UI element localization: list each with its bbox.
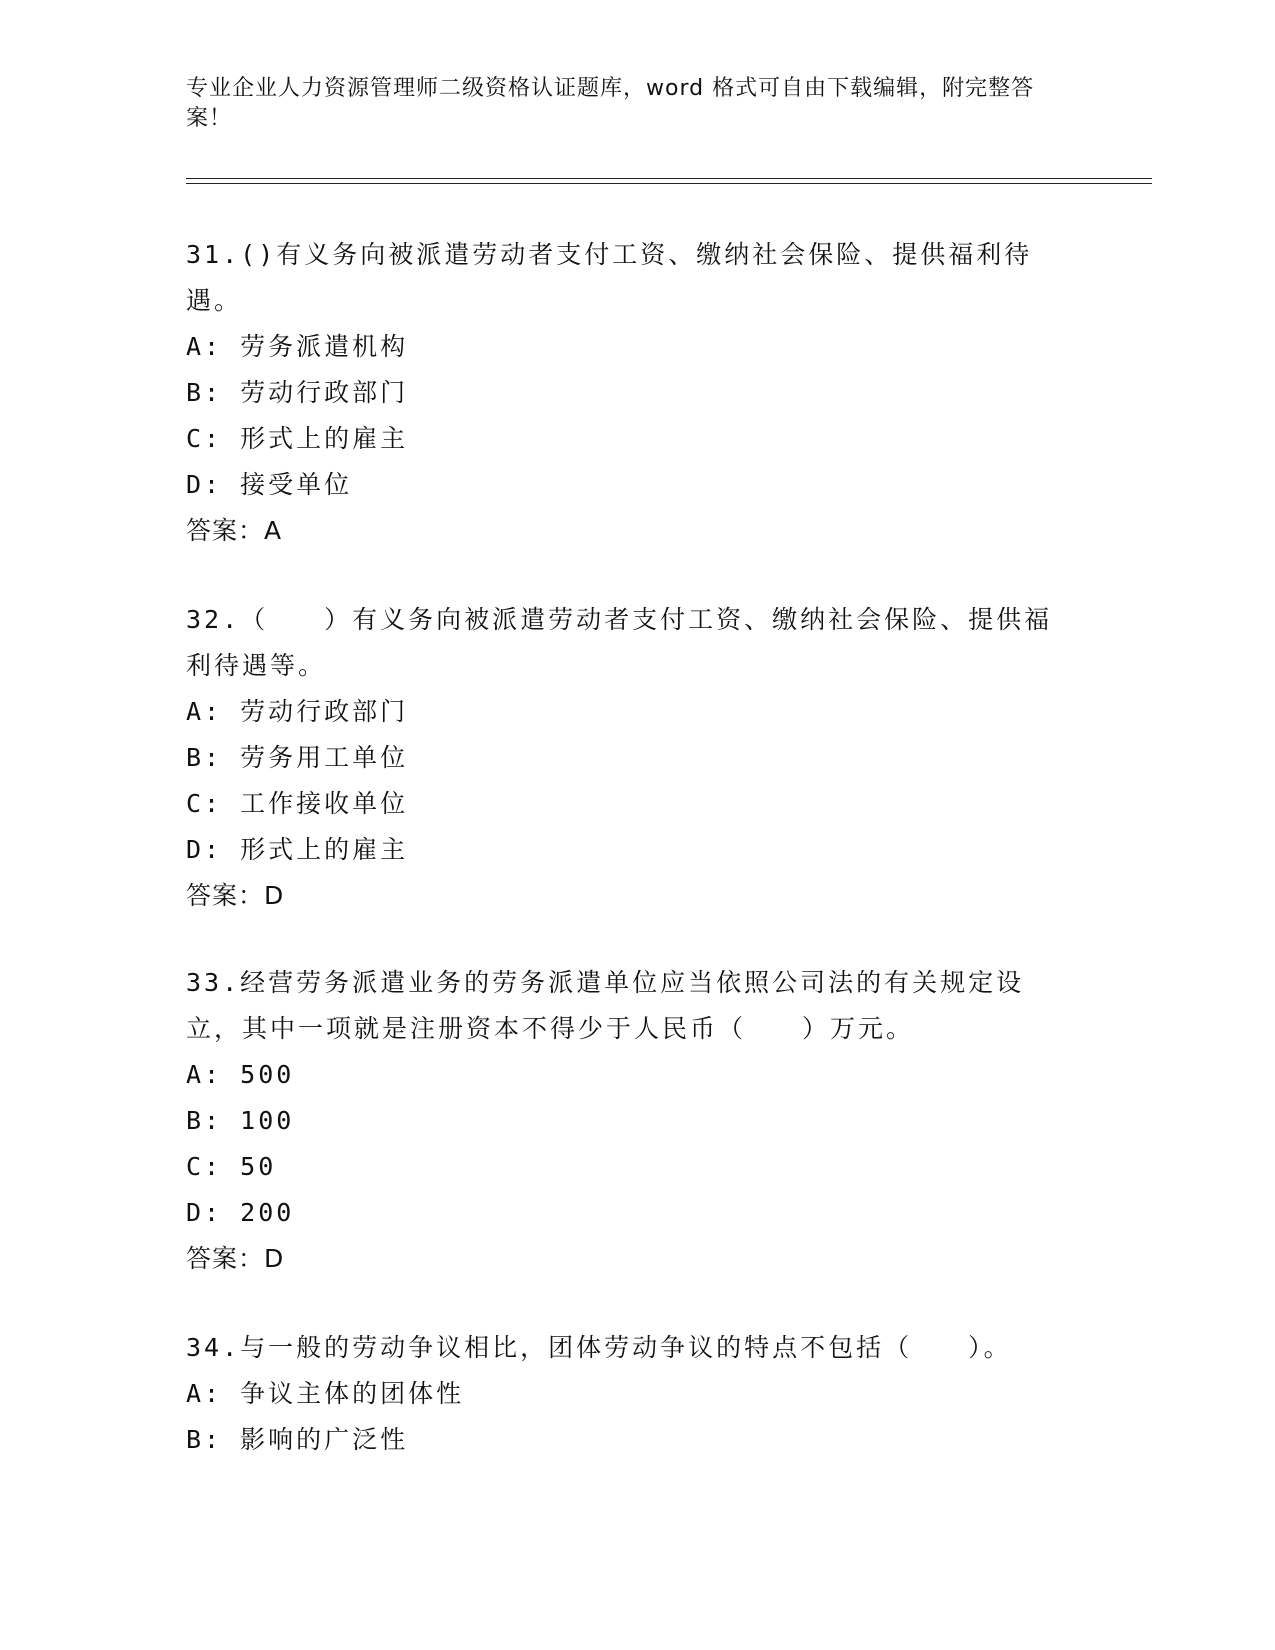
option-letter: B: [186, 1106, 223, 1135]
option-c [186, 781, 1076, 827]
option-letter: B: [186, 743, 223, 772]
option-text: 劳动行政部门 [240, 378, 409, 407]
answer-line: 答案：D [186, 1244, 285, 1273]
option-letter: C: [186, 789, 223, 818]
option-text: 劳动行政部门 [240, 697, 409, 726]
option-b [186, 1417, 1076, 1463]
option-letter: D: [186, 1198, 223, 1227]
option-letter: D: [186, 470, 223, 499]
question-31 [186, 232, 1076, 554]
question-stem: 32.（ ）有义务向被派遣劳动者支付工资、缴纳社会保险、提供福利待遇等。 [186, 605, 1053, 680]
option-text: 形式上的雇主 [240, 424, 409, 453]
page-header-text: 专业企业人力资源管理师二级资格认证题库，word 格式可自由下载编辑，附完整答案！ [186, 76, 1035, 131]
option-b [186, 735, 1076, 781]
option-d [186, 1190, 1076, 1236]
option-a [186, 689, 1076, 735]
option-text: 争议主体的团体性 [240, 1379, 465, 1408]
option-letter: B: [186, 378, 223, 407]
question-stem: 33.经营劳务派遣业务的劳务派遣单位应当依照公司法的有关规定设立，其中一项就是注册资本不得少于人民币（ ）万元。 [186, 968, 1025, 1043]
option-letter: A: [186, 332, 223, 361]
option-text: 接受单位 [240, 470, 353, 499]
option-text: 劳务用工单位 [240, 743, 409, 772]
option-text: 500 [240, 1060, 295, 1089]
answer-line: 答案：A [186, 516, 283, 545]
question-stem: 31.()有义务向被派遣劳动者支付工资、缴纳社会保险、提供福利待遇。 [186, 240, 1033, 315]
option-a [186, 1371, 1076, 1417]
option-letter: B: [186, 1425, 223, 1454]
option-letter: D: [186, 835, 223, 864]
option-letter: A: [186, 1060, 223, 1089]
option-text: 100 [240, 1106, 295, 1135]
header-divider-bottom [186, 183, 1152, 184]
option-text: 50 [240, 1152, 277, 1181]
option-d [186, 827, 1076, 873]
option-text: 影响的广泛性 [240, 1425, 409, 1454]
question-32 [186, 597, 1076, 919]
answer-line: 答案：D [186, 881, 285, 910]
option-a [186, 1052, 1076, 1098]
option-letter: C: [186, 1152, 223, 1181]
question-34 [186, 1325, 1076, 1463]
header-divider-top [186, 178, 1152, 179]
option-b [186, 370, 1076, 416]
option-text: 形式上的雇主 [240, 835, 409, 864]
option-letter: A: [186, 1379, 223, 1408]
question-33 [186, 960, 1076, 1282]
option-c [186, 1144, 1076, 1190]
option-a [186, 324, 1076, 370]
option-c [186, 416, 1076, 462]
question-stem: 34.与一般的劳动争议相比，团体劳动争议的特点不包括（ ）。 [186, 1333, 1012, 1362]
option-letter: A: [186, 697, 223, 726]
option-letter: C: [186, 424, 223, 453]
option-text: 工作接收单位 [240, 789, 409, 818]
option-b [186, 1098, 1076, 1144]
option-text: 劳务派遣机构 [240, 332, 409, 361]
option-text: 200 [240, 1198, 295, 1227]
option-d [186, 462, 1076, 508]
